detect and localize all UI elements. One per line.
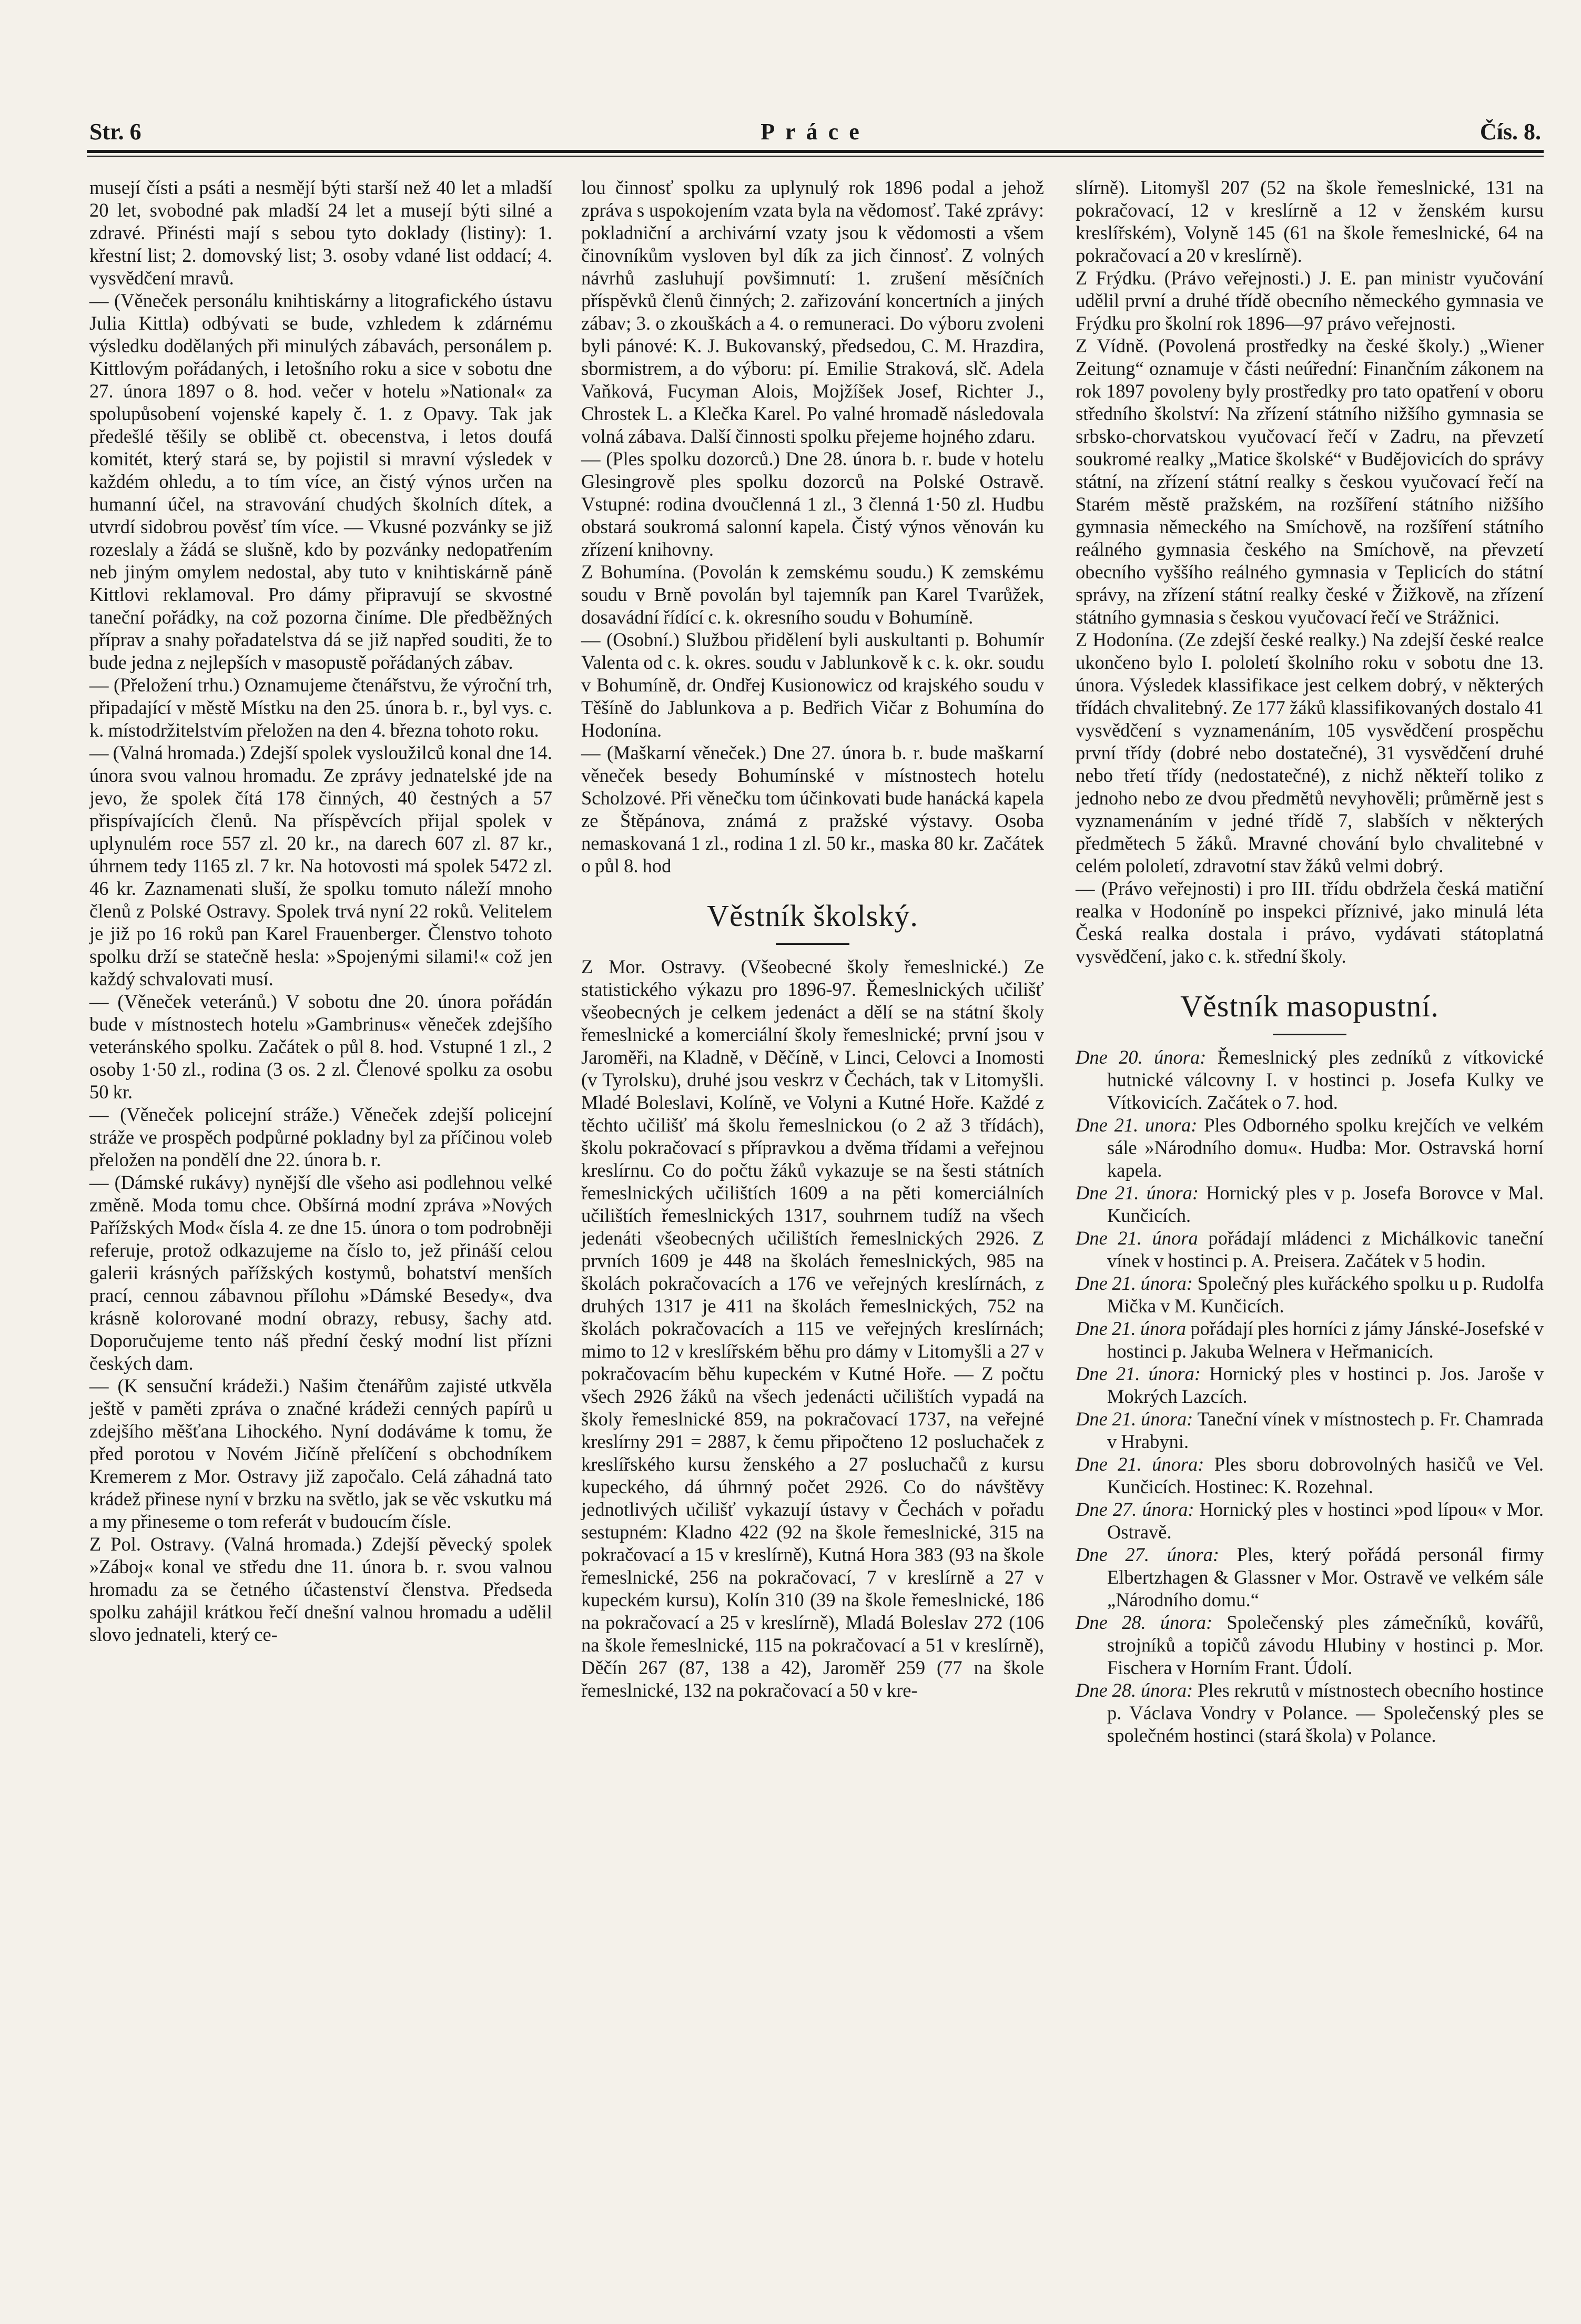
- event-text: Ples rekrutů v místnostech obecního hostince p. Václava Vondry v Polance. — Společenský ples se společném hostinci (stará škola) v Polance.: [1107, 1679, 1544, 1746]
- article-paragraph: Z Pol. Ostravy. (Valná hromada.) Zdejší pěvecký spolek »Záboj« konal ve středu dne 11. února b. r. svou valnou hromadu za se četného účastenství členstva. Předseda spolku zahájil krátkou řečí dnešní valnou hromadu a udělil slovo jednateli, který ce-: [89, 1533, 552, 1645]
- article-paragraph: — (Věneček veteránů.) V sobotu dne 20. února pořádán bude v místnostech hotelu »Gambrinus« věneček zdejšího veteránského spolku. Začátek o půl 8. hod. Vstupné 1 zl., 2 osoby 1·50 zl., rodina (3 os. 2 zl. Členové spolku za osobu 50 kr.: [89, 991, 552, 1103]
- event-item: [1076, 1317, 1544, 1362]
- header-rule-thin: [87, 156, 1544, 157]
- header-rule: [87, 150, 1544, 153]
- article-paragraph: — (Věneček personálu knihtiskárny a litografického ústavu Julia Kittla) odbývati se bude, vzhledem k zdárnému výsledku dodělaných při minulých zábavách, personálem p. Kittlovým pořádaných, i letošního roku a sice v sobotu dne 27. února 1897 o 8. hod. večer v hotelu »National« za spolupůsobení vojenské kapely č. 1. z Opavy. Tak jak předešlé těšily se oblibě ct. obecenstva, i letos doufá komitét, který stará se, by pojistil si mravní výsledek v každém ohledu, a to tím více, an čistý výnos určen na humanní účel, na stravování chudých školních dítek, a utvrdí sidobrou pověsť tím více. — Vkusné pozvánky se již rozeslaly a žádá se slušně, kdo by pozvánky nedopatřením neb jiným omylem nedostal, aby tuto v knihtiskárně páně Kittlovi reklamoval. Pro dámy připravují se skvostné taneční pořádky, na což pozorna činíme. Dle předběžných příprav a snahy pořadatelstva dá se již napřed souditi, že to bude jedna z nejlepších v masopustě pořádaných zábav.: [89, 290, 552, 673]
- column-3: [1076, 176, 1544, 1747]
- event-date: Dne 21. února:: [1076, 1453, 1204, 1475]
- event-text: Hornický ples v hostinci »pod lípou« v Mor. Ostravě.: [1107, 1499, 1544, 1543]
- section-divider: [776, 943, 849, 945]
- article-paragraph: — (Dámské rukávy) nynější dle všeho asi podlehnou velké změně. Moda tomu chce. Obšírná modní zpráva »Nových Pařížských Mod« čísla 4. ze dne 15. února o tom podrobněji referuje, protož odkazujeme na číslo to, jež přináší celou galerii krásných pařížských kostymů, bohatství menších prací, cennou zábavnou přílohu »Dámské Besedy«, dva krásně kolorované modní obrazy, rebusy, šachy atd. Doporučujeme tento náš přední český modní list přízni českých dam.: [89, 1171, 552, 1374]
- event-item: [1076, 1679, 1544, 1747]
- event-text: Hornický ples v p. Josefa Borovce v Mal. Kunčicích.: [1107, 1182, 1544, 1226]
- article-paragraph: Z Frýdku. (Právo veřejnosti.) J. E. pan ministr vyučování udělil první a druhé třídě obecního německého gymnasia ve Frýdku pro školní rok 1896—97 právo veřejnosti.: [1076, 267, 1544, 334]
- article-paragraph: — (Právo veřejnosti) i pro III. třídu obdržela česká matiční realka v Hodoníně po inspekci příznivé, jako minulá léta Česká realka dostala i právo, vydávati státoplatná vysvědčení, jako c. k. střední školy.: [1076, 878, 1544, 967]
- section-heading-masopustni: Věstník masopustní.: [1076, 985, 1544, 1035]
- article-paragraph: Z Bohumína. (Povolán k zemskému soudu.) K zemskému soudu v Brně povolán byl tajemník pan Karel Tvarůžek, dosavádní řídící c. k. okresního soudu v Bohumíně.: [581, 561, 1044, 628]
- page-header: [89, 113, 1541, 150]
- event-date: Dne 27. února:: [1076, 1544, 1219, 1565]
- article-paragraph: — (Osobní.) Službou přidělení byli auskultanti p. Bohumír Valenta od c. k. okres. soudu v Jablunkově k c. k. okr. soudu v Bohumíně, dr. Ondřej Kusionowicz od krajského soudu v Těšíně do Jablunkova a p. Bedřich Vičar z Bohumína do Hodonína.: [581, 629, 1044, 741]
- article-paragraph: musejí čísti a psáti a nesmějí býti starší než 40 let a mladší 20 let, svobodné pak mladší 24 let a musejí býti silné a zdravé. Přinésti mají s sebou tyto doklady (listiny): 1. křestní list; 2. domovský list; 3. osoby vdané list oddací; 4. vysvědčení mravů.: [89, 177, 552, 289]
- event-date: Dne 21. února:: [1076, 1272, 1193, 1294]
- event-date: Dne 21. února:: [1076, 1363, 1201, 1384]
- article-paragraph: — (K sensuční krádeži.) Našim čtenářům zajisté utkvěla ještě v paměti zpráva o značné krádeži cenných papírů u zdejšího měšťana Lihockého. Nyní dodáváme k tomu, že před porotou v Novém Jičíně přelíčení s obchodníkem Kremerem z Mor. Ostravy již započalo. Celá záhadná tato krádež přinese nyní v brzku na světlo, jak se věc vskutku má a my přineseme o tom referát v budoucím čísle.: [89, 1375, 552, 1532]
- event-item: [1076, 1272, 1544, 1317]
- article-paragraph: — (Přeložení trhu.) Oznamujeme čtenářstvu, že výroční trh, připadající v městě Místku na den 25. února b. r., byl vys. c. k. místodržitelstvím přeložen na den 4. března tohoto roku.: [89, 674, 552, 741]
- event-text: pořádají mládenci z Michálkovic taneční vínek v hostinci p. A. Preisera. Začátek v 5 hodin.: [1107, 1227, 1544, 1271]
- event-item: [1076, 1181, 1544, 1227]
- article-paragraph: — (Věneček policejní stráže.) Věneček zdejší policejní stráže ve prospěch podpůrné pokladny byl za příčinou voleb přeložen na pondělí dne 22. února b. r.: [89, 1104, 552, 1170]
- event-item: [1076, 1114, 1544, 1181]
- event-item: [1076, 1611, 1544, 1679]
- column-2: [581, 176, 1044, 1701]
- article-paragraph: slírně). Litomyšl 207 (52 na škole řemeslnické, 131 na pokračovací, 12 v kreslírně a 12 v ženském kursu kreslířském), Volyně 145 (61 na škole řemeslnické, 64 na pokračovací a 20 v kreslírně).: [1076, 177, 1544, 266]
- event-text: Ples Odborného spolku krejčích ve velkém sále »Národního domu«. Hudba: Mor. Ostravská horní kapela.: [1107, 1114, 1544, 1181]
- article-paragraph: — (Maškarní věneček.) Dne 27. února b. r. bude maškarní věneček besedy Bohumínské v místnostech hotelu Scholzové. Při věnečku tom účinkovati bude hanácká kapela ze Štěpánova, známá z pražské výstavy. Osoba nemaskovaná 1 zl., rodina 1 zl. 50 kr., maska 80 kr. Začátek o půl 8. hod: [581, 742, 1044, 876]
- event-date: Dne 28. února:: [1076, 1679, 1193, 1701]
- event-item: [1076, 1362, 1544, 1408]
- article-paragraph: lou činnosť spolku za uplynulý rok 1896 podal a jehož zpráva s uspokojením vzata byla na vědomosť. Také zprávy: pokladniční a archivární vzaty jsou k vědomosti a všem činovníkům vysloven byl dík za jich činnosť. Z volných návrhů zasluhují povšimnutí: 1. zrušení měsíčních příspěvků členů činných; 2. zařizování koncertních a jiných zábav; 3. o zkouškách a 4. o remuneraci. Do výboru zvoleni byli pánové: K. J. Bukovanský, předsedou, C. M. Hrazdira, sbormistrem, a do výboru: pí. Emilie Straková, slč. Adela Vaňková, Fucyman Alois, Mojžíšek Josef, Richter J., Chrostek L. a Klečka Karel. Po valné hromadě následovala volná zábava. Další činnosti spolku přejeme hojného zdaru.: [581, 177, 1044, 447]
- event-date: Dne 21. února: [1076, 1227, 1198, 1249]
- event-item: [1076, 1498, 1544, 1543]
- article-paragraph: Z Mor. Ostravy. (Všeobecné školy řemeslnické.) Ze statistického výkazu pro 1896-97. Řemeslnických učilišť všeobecných je celkem jedenáct a dělí se na státní školy řemeslnické a komerciální školy řemeslnické; první jsou v Jaroměři, na Kladně, v Děčíně, v Linci, Celovci a Inomosti (v Tyrolsku), druhé jsou veskrz v Čechách, tak v Litomyšli. Mladé Boleslavi, Kolíně, ve Volyni a Kutné Hoře. Každé z těchto učilišť má školu řemeslnickou (o 2 až 3 třídách), školu pokračovací s přípravkou a dvěma třídami a veřejnou kreslírnu. Co do počtu žáků vykazuje se na šesti státních řemeslnických učilištích 1609 a na pěti komerciálních učilištích řemeslnických 1317, souhrnem tudíž na všech jedenáti všeobecných učilištích řemeslnických 2926. Z prvních 1609 je 448 na školách řemeslnických, 985 na školách pokračovacích a 176 ve veřejných kreslírnách, z druhých 1317 je 411 na školách řemeslnických, 752 na školách pokračovacích a 115 ve veřejných kreslírnách; mimo to 12 v kreslířském běhu pro dámy v Litomyšli a 27 v pokračovacím běhu kupeckém v Kutné Hoře. — Z počtu všech 2926 žáků na všech jedenácti učilištích vypadá na školy řemeslnické 859, na pokračovací 1737, na veřejné kreslírny 291 = 2887, k čemu připočteno 12 posluchaček z kreslířského kursu ženského a 27 posluchačů z kursu kupeckého, dá úhrnný počet 2926. Co do návštěvy jednotlivých učilišť vykazují ústavy v Čechách v pořadu sestupném: Kladno 422 (92 na škole řemeslnické, 315 na pokračovací a 15 v kreslírně), Kutná Hora 383 (93 na škole řemeslnické, 256 na pokračovací, 7 v kreslírně a 27 v kupeckém kursu), Kolín 310 (39 na škole řemeslnické, 186 na pokračovací a 25 v kreslírně), Mladá Boleslav 272 (106 na škole řemeslnické, 115 na pokračovací a 51 v kreslírně), Děčín 267 (87, 138 a 42), Jaroměř 259 (77 na škole řemeslnické, 132 na pokračovací a 50 v kre-: [581, 956, 1044, 1701]
- event-text: Ples sboru dobrovolných hasičů ve Vel. Kunčicích. Hostinec: K. Rozehnal.: [1107, 1453, 1544, 1497]
- article-paragraph: Z Vídně. (Povolená prostředky na české školy.) „Wiener Zeitung“ oznamuje v části neúřední: Finančním zákonem na rok 1897 povoleny byly prostředky pro tato opatření v oboru středního školství: Na zřízení státního nižšího gymnasia se srbsko-chorvatskou vyučovací řečí v Zadru, na převzetí soukromé realky „Matice školské“ v Budějovicích do správy státní, na zřízení státní realky s českou vyučovací řečí na Starém městě pražském, na rozšíření státního nižšího gymnasia německého na Smíchově, na rozšíření státního reálného gymnasia českého na Smíchově, na převzetí obecního vyššího reálného gymnasia v Teplicích do státní správy, na zřízení státní realky české v Žižkově, na zřízení státního gymnasia s českou vyučovací řečí ve Strážnici.: [1076, 335, 1544, 628]
- event-item: [1076, 1046, 1544, 1114]
- event-item: [1076, 1453, 1544, 1498]
- newspaper-title: Práce: [761, 119, 870, 145]
- event-text: Řemeslnický ples zedníků z vítkovické hutnické válcovny I. v hostinci p. Josefa Kulky ve Vítkovicích. Začátek o 7. hod.: [1107, 1046, 1544, 1113]
- event-text: Hornický ples v hostinci p. Jos. Jaroše v Mokrých Lazcích.: [1107, 1363, 1544, 1407]
- event-date: Dne 20. února:: [1076, 1046, 1207, 1068]
- column-1: [89, 176, 552, 1646]
- event-date: Dne 21. unora:: [1076, 1114, 1198, 1136]
- article-paragraph: — (Valná hromada.) Zdejší spolek vysloužilců konal dne 14. února svou valnou hromadu. Ze zprávy jednatelské jde na jevo, že spolek čítá 178 činných, 40 čestných a 57 přispívajících členů. Na příspěvcích přijal spolek v uplynulém roce 557 zl. 20 kr., na darech 607 zl. 87 kr., úhrnem tedy 1165 zl. 7 kr. Na hotovosti má spolek 5472 zl. 46 kr. Zaznamenati sluší, že spolku tomuto náleží mnoho členů z Polské Ostravy. Spolek trvá nyní 22 roků. Velitelem je již po 16 roků pan Karel Frauenberger. Členstvo tohoto spolku drží se statečně hesla: »Spojenými silami!« což jen každý schvalovati musí.: [89, 742, 552, 990]
- section-divider: [1273, 1034, 1346, 1035]
- article-paragraph: Z Hodonína. (Ze zdejší české realky.) Na zdejší české realce ukončeno bylo I. pololetí školního roku v sobotu dne 13. února. Výsledek klassifikace jest celkem dobrý, v některých třídách chvalitebný. Ze 177 žáků klassifikovaných dostalo 41 vysvědčení s vyznamenáním, 105 vysvědčení prospěchu první třídy (dobré nebo dostatečné), 31 vysvědčení druhé nebo třetí třídy (nedostatečné), z nichž někteří toliko z jednoho nebo ze dvou předmětů nevyhověli; průměrně jest s vyznamenáním v jedné třídě 7, slabších v některých předmětech 5 žáků. Mravné chování bylo chvalitebné v celém pololetí, zdravotní stav žáků velmi dobrý.: [1076, 629, 1544, 876]
- event-text: Ples, který pořádá personál firmy Elbertzhagen & Glassner v Mor. Ostravě ve velkém sále „Národního domu.“: [1107, 1544, 1544, 1611]
- event-item: [1076, 1227, 1544, 1272]
- event-item: [1076, 1408, 1544, 1453]
- event-item: [1076, 1543, 1544, 1611]
- page-number: Str. 6: [89, 119, 141, 145]
- section-heading-skolsky: Věstník školský.: [581, 895, 1044, 945]
- event-date: Dne 28. února:: [1076, 1612, 1213, 1633]
- issue-number: Čís. 8.: [1479, 119, 1541, 145]
- event-date: Dne 21. února:: [1076, 1182, 1199, 1204]
- event-text: pořádají ples horníci z jámy Jánské-Josefské v hostinci p. Jakuba Welnera v Heřmanicích.: [1107, 1318, 1544, 1362]
- article-paragraph: — (Ples spolku dozorců.) Dne 28. února b. r. bude v hotelu Glesingrově ples spolku dozorců na Polské Ostravě. Vstupné: rodina dvoučlenná 1 zl., 3 členná 1·50 zl. Hudbu obstará soukromá salonní kapela. Čistý výnos věnován ku zřízení knihovny.: [581, 448, 1044, 560]
- event-date: Dne 27. února:: [1076, 1499, 1194, 1520]
- event-text: Společenský ples zámečníků, kovářů, strojníků a topičů závodu Hlubiny v hostinci p. Mor. Fischera v Horním Frant. Údolí.: [1107, 1612, 1544, 1678]
- event-text: Taneční vínek v místnostech p. Fr. Chamrada v Hrabyni.: [1107, 1408, 1544, 1452]
- event-text: Společný ples kuřáckého spolku u p. Rudolfa Mička v M. Kunčicích.: [1107, 1272, 1544, 1317]
- event-list: [1076, 1046, 1544, 1747]
- event-date: Dne 21. února: [1076, 1318, 1187, 1339]
- event-date: Dne 21. února:: [1076, 1408, 1193, 1430]
